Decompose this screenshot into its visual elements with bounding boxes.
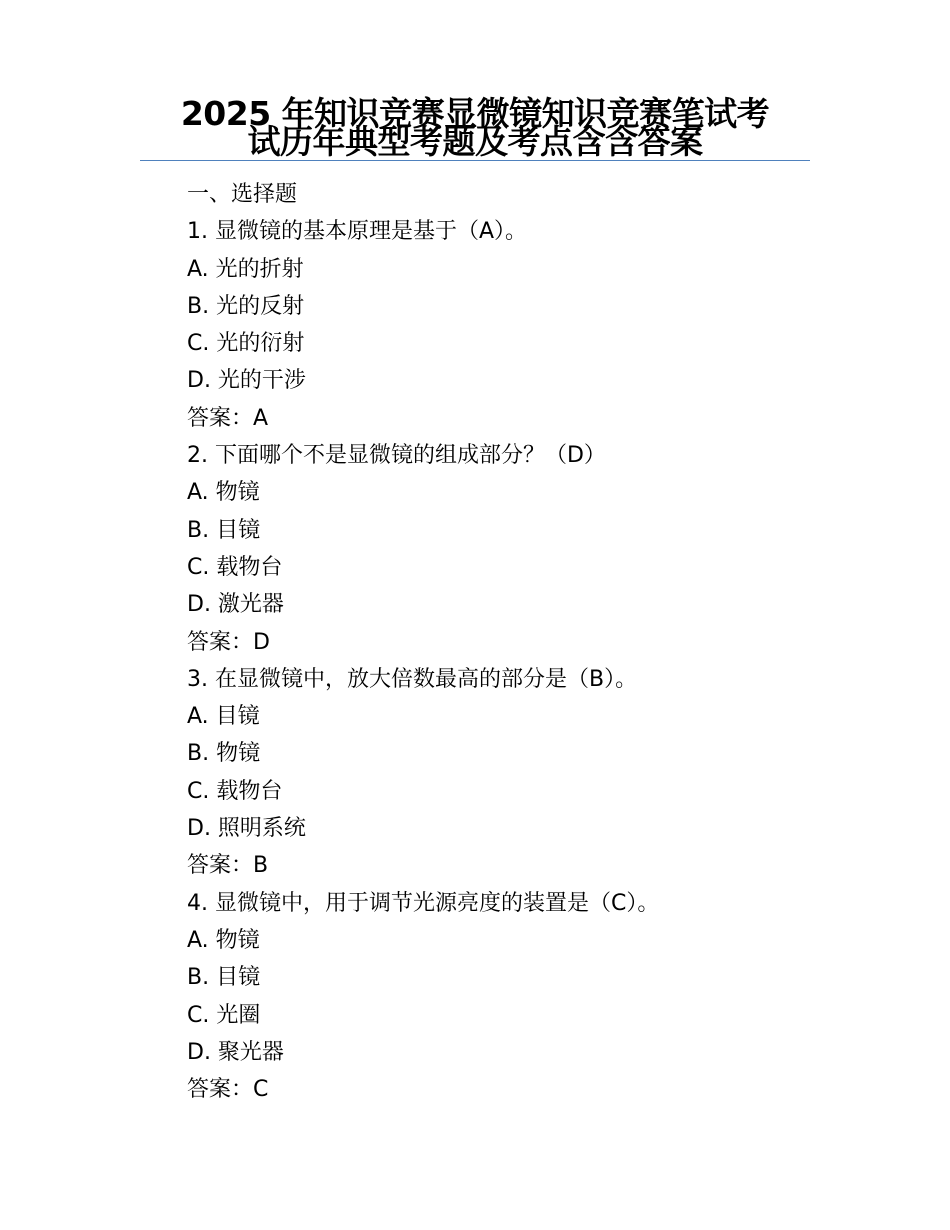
question-option: A. 目镜: [187, 704, 260, 730]
title-line-2: 试历年典型考题及考点含含答案: [247, 122, 703, 161]
question-stem: 1. 显微镜的基本原理是基于（A）。: [187, 219, 528, 245]
question-option: A. 物镜: [187, 927, 260, 953]
question-option: C. 光的衍射: [187, 331, 305, 357]
question-option: A. 光的折射: [187, 256, 304, 282]
question-option: C. 光圈: [187, 1002, 261, 1028]
question-stem: 2. 下面哪个不是显微镜的组成部分？（D）: [187, 443, 606, 469]
question-option: C. 载物台: [187, 778, 283, 804]
title-line-1: 2025 年知识竞赛显微镜知识竞赛笔试考: [180, 94, 770, 133]
section-heading: 一、选择题: [187, 182, 298, 207]
question-option: C. 载物台: [187, 554, 283, 580]
question-answer: 答案：B: [187, 853, 269, 879]
question-answer: 答案：C: [187, 1077, 269, 1103]
question-option: D. 光的干涉: [187, 368, 306, 394]
question-option: B. 光的反射: [187, 293, 305, 319]
question-option: B. 物镜: [187, 741, 261, 767]
question-stem: 3. 在显微镜中，放大倍数最高的部分是（B）。: [187, 666, 638, 692]
question-answer: 答案：D: [187, 629, 270, 655]
question-option: B. 目镜: [187, 965, 261, 991]
question-option: D. 聚光器: [187, 1039, 284, 1065]
title-underline: [140, 160, 810, 161]
question-option: D. 照明系统: [187, 816, 306, 842]
question-option: A. 物镜: [187, 480, 260, 506]
question-stem: 4. 显微镜中，用于调节光源亮度的装置是（C）。: [187, 890, 660, 916]
question-option: B. 目镜: [187, 517, 261, 543]
question-answer: 答案：A: [187, 405, 269, 431]
document-body: [187, 176, 827, 1108]
document-title: [140, 94, 810, 161]
question-option: D. 激光器: [187, 592, 284, 618]
